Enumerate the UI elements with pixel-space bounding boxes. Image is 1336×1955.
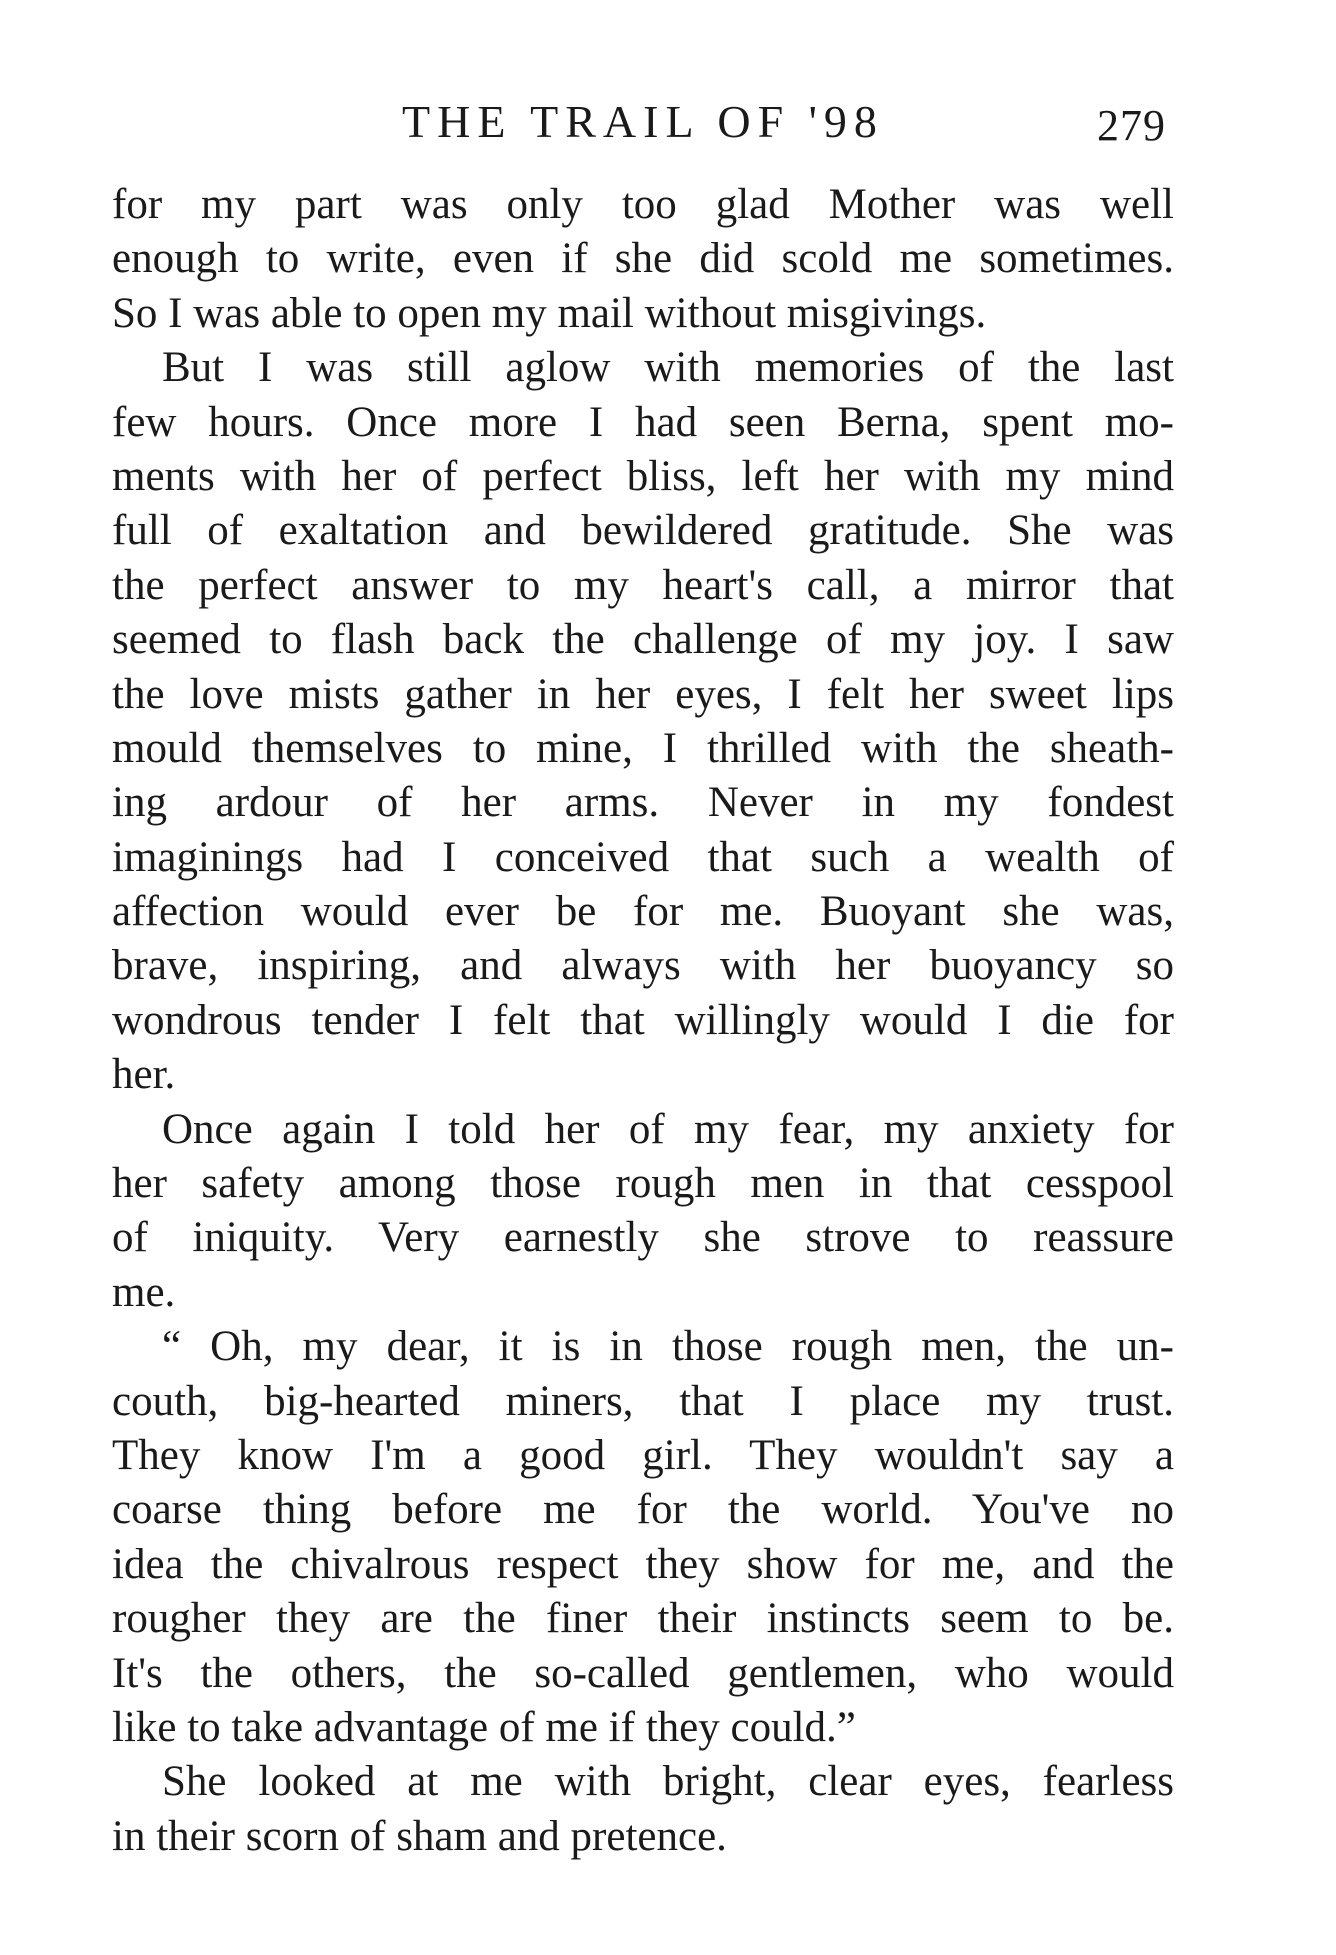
running-head [112,92,1174,152]
text-line: enough to write, even if she did scold me sometimes. [112,235,1174,283]
text-line: ing ardour of her arms. Never in my fondest [112,779,1174,827]
text-line: affection would ever be for me. Buoyant she was, [112,888,1174,936]
text-line: “ Oh, my dear, it is in those rough men, the un- [162,1323,1174,1371]
text-line: seemed to flash back the challenge of my joy. I saw [112,616,1174,664]
text-line: me. [112,1268,176,1316]
text-line: her safety among those rough men in that cesspool [112,1160,1174,1208]
body-text [112,178,1174,1864]
text-line: It's the others, the so-called gentlemen, who would [112,1649,1174,1697]
text-line: But I was still aglow with memories of the last [162,344,1174,392]
text-line: her. [112,1051,176,1099]
text-line: She looked at me with bright, clear eyes, fearless [162,1758,1174,1806]
text-line: couth, big-hearted miners, that I place my trust. [112,1377,1174,1425]
text-line: mould themselves to mine, I thrilled with the sheath- [112,724,1174,772]
text-line: in their scorn of sham and pretence. [112,1812,727,1860]
text-line: rougher they are the finer their instincts seem to be. [112,1595,1174,1643]
text-line: full of exaltation and bewildered gratitude. She was [112,507,1174,555]
text-line: the love mists gather in her eyes, I felt her sweet lips [112,670,1174,718]
text-line: imaginings had I conceived that such a wealth of [112,833,1174,881]
text-line: like to take advantage of me if they could.” [112,1703,856,1751]
text-line: ments with her of perfect bliss, left her with my mind [112,452,1174,500]
text-line: So I was able to open my mail without misgivings. [112,289,987,337]
text-line: brave, inspiring, and always with her buoyancy so [112,942,1174,990]
text-line: They know I'm a good girl. They wouldn't say a [112,1431,1174,1479]
page-number: 279 [1097,101,1166,150]
text-line: few hours. Once more I had seen Berna, spent mo- [112,398,1174,446]
text-line: wondrous tender I felt that willingly would I die for [112,996,1174,1044]
text-line: for my part was only too glad Mother was well [112,181,1174,228]
text-line: the perfect answer to my heart's call, a mirror that [112,561,1174,609]
text-line: Once again I told her of my fear, my anxiety for [162,1105,1174,1153]
running-title: THE TRAIL OF '98 [402,96,884,147]
text-line: idea the chivalrous respect they show for me, and the [112,1540,1174,1588]
text-line: of iniquity. Very earnestly she strove to reassure [112,1214,1174,1262]
text-line: coarse thing before me for the world. You've no [112,1486,1174,1534]
